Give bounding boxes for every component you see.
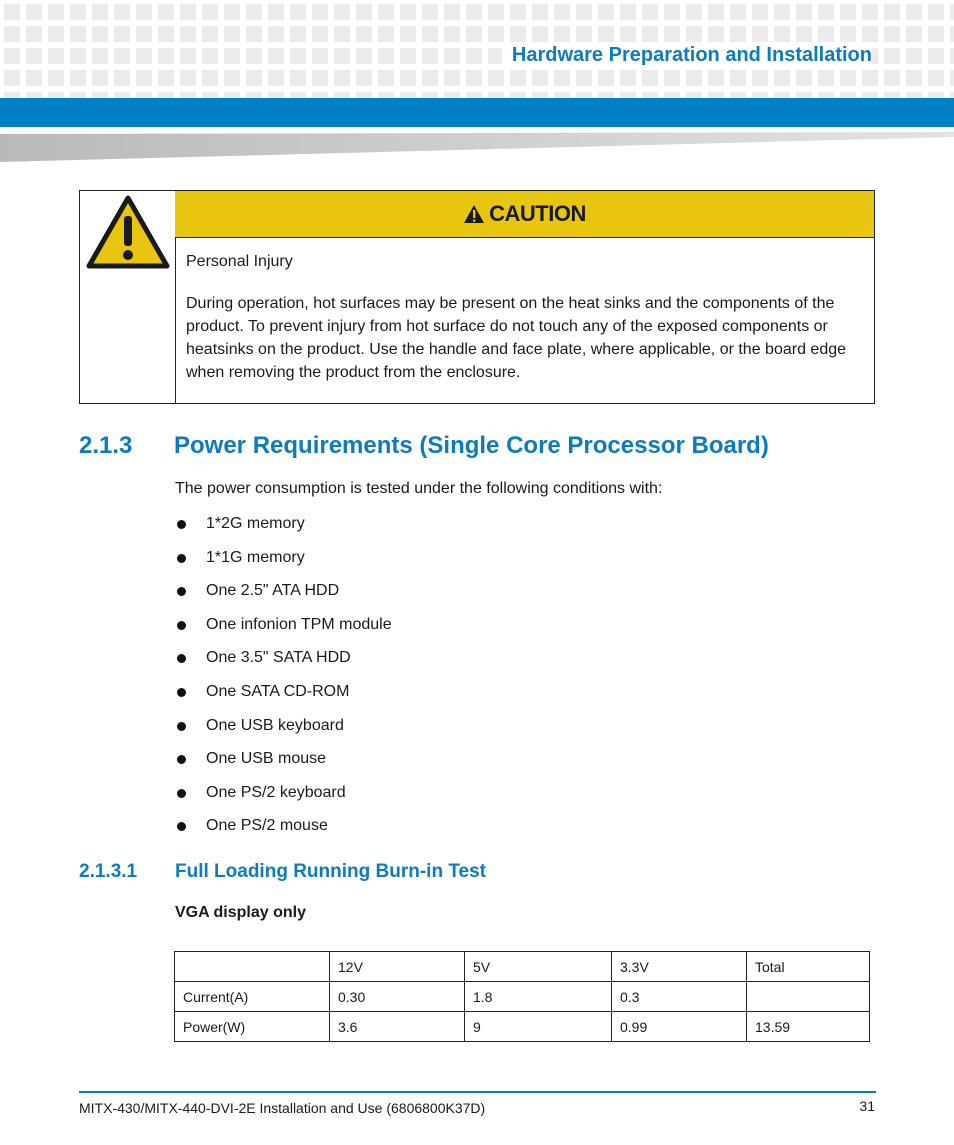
page-number: 31 — [859, 1098, 875, 1114]
header-blue-bar — [0, 98, 954, 127]
section-title: Power Requirements (Single Core Processor Board) — [174, 432, 769, 459]
bullet-icon — [177, 789, 186, 798]
list-item: One infonion TPM module — [175, 613, 392, 647]
table-cell: 5V — [465, 952, 612, 982]
table-cell: 1.8 — [465, 982, 612, 1012]
list-item: One USB mouse — [175, 747, 392, 781]
section-number: 2.1.3 — [79, 432, 133, 459]
subsection-number: 2.1.3.1 — [79, 861, 138, 882]
caution-text: During operation, hot surfaces may be present on the heat sinks and the components of the product. To prevent injury from hot surface do not touch any of the exposed components or heatsinks on the product. Use the handle and face plate, where applicable, or the board edge when removing the product from the enclosure. — [186, 295, 847, 381]
caution-box — [79, 190, 875, 404]
footer-rule — [79, 1091, 876, 1093]
caution-icon-cell — [80, 191, 176, 403]
table-cell: Current(A) — [175, 982, 330, 1012]
table-row — [175, 1012, 870, 1042]
bullet-icon — [177, 621, 186, 630]
table-cell: 3.3V — [612, 952, 747, 982]
footer-document-title: MITX-430/MITX-440-DVI-2E Installation and Use (6806800K37D) — [79, 1100, 486, 1116]
bullet-icon — [177, 688, 186, 697]
small-warning-icon — [463, 204, 485, 224]
bullet-icon — [177, 554, 186, 563]
conditions-list — [175, 512, 392, 848]
table-cell: 3.6 — [330, 1012, 465, 1042]
table-cell — [175, 952, 330, 982]
bullet-icon — [177, 722, 186, 731]
table-cell: 12V — [330, 952, 465, 982]
list-item: 1*1G memory — [175, 546, 392, 580]
bullet-icon — [177, 520, 186, 529]
bullet-icon — [177, 755, 186, 764]
table-cell — [747, 982, 870, 1012]
warning-triangle-icon — [85, 194, 171, 270]
table-cell: 13.59 — [747, 1012, 870, 1042]
caution-banner — [175, 191, 874, 238]
list-item: One SATA CD-ROM — [175, 680, 392, 714]
power-table — [174, 951, 870, 1042]
list-item: 1*2G memory — [175, 512, 392, 546]
list-item: One 2.5" ATA HDD — [175, 579, 392, 613]
list-item: One PS/2 keyboard — [175, 781, 392, 815]
bullet-icon — [177, 654, 186, 663]
bullet-icon — [177, 822, 186, 831]
table-cell: Total — [747, 952, 870, 982]
table-header-row — [175, 952, 870, 982]
caution-title: Personal Injury — [186, 253, 293, 270]
table-cell: 0.30 — [330, 982, 465, 1012]
section-intro: The power consumption is tested under the following conditions with: — [175, 480, 663, 497]
table-cell: Power(W) — [175, 1012, 330, 1042]
table-label: VGA display only — [175, 904, 306, 921]
running-header-title: Hardware Preparation and Installation — [502, 42, 872, 69]
caution-label: CAUTION — [489, 201, 586, 226]
table-cell: 9 — [465, 1012, 612, 1042]
header-grey-wedge — [0, 132, 954, 162]
list-item: One PS/2 mouse — [175, 814, 392, 848]
bullet-icon — [177, 587, 186, 596]
table-row — [175, 982, 870, 1012]
table-cell: 0.99 — [612, 1012, 747, 1042]
subsection-title: Full Loading Running Burn-in Test — [175, 861, 486, 882]
list-item: One 3.5" SATA HDD — [175, 646, 392, 680]
list-item: One USB keyboard — [175, 714, 392, 748]
table-cell: 0.3 — [612, 982, 747, 1012]
